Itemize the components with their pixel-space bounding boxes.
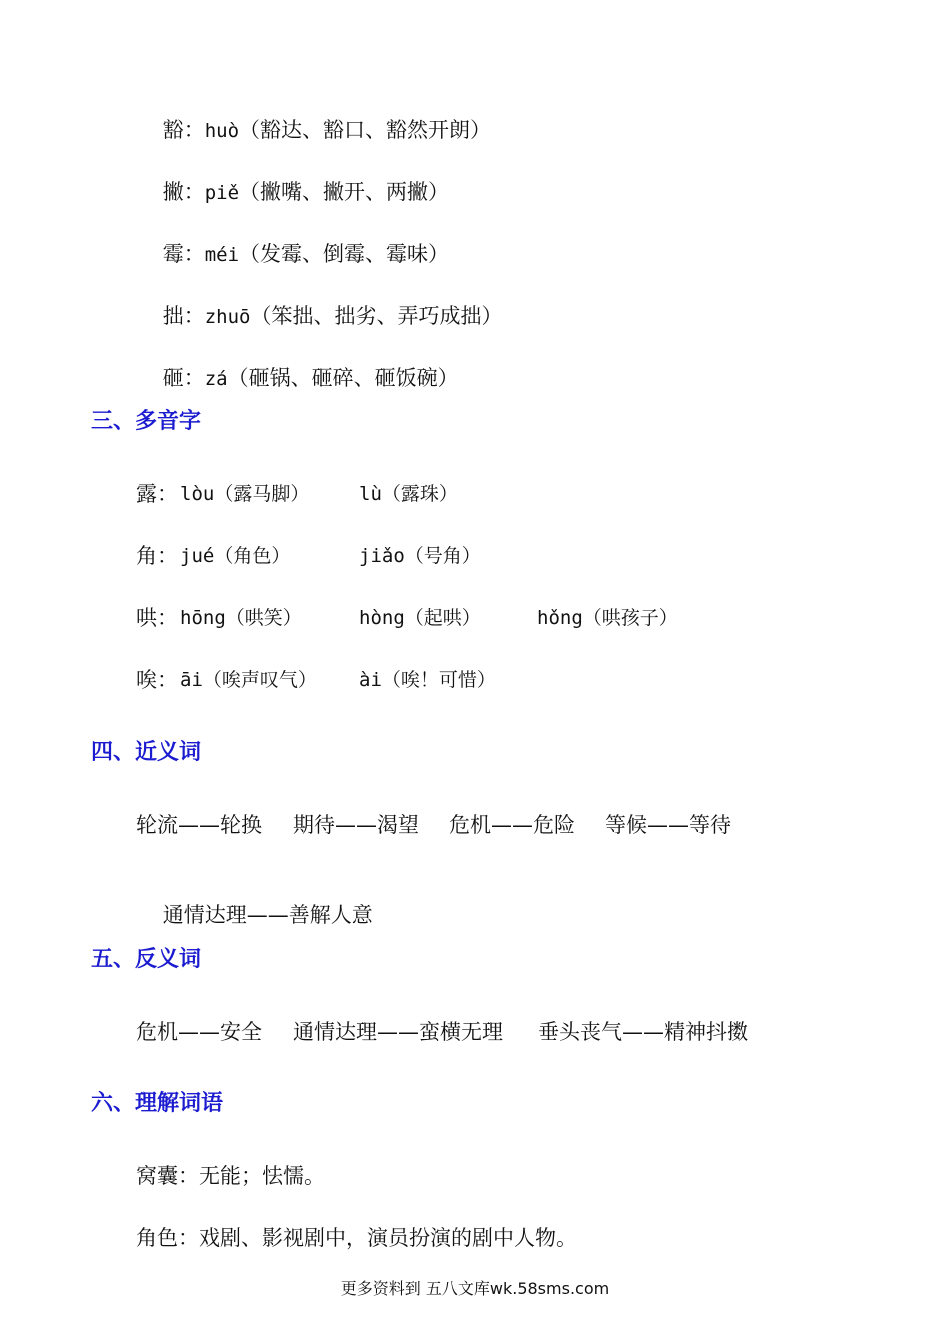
colon: ： [183,180,205,204]
definition-item: 窝囊：无能；怯懦。 [136,1164,325,1188]
antonym-pair: 通情达理——蛮横无理 [293,1020,503,1044]
pronunciation-words: （豁达、豁口、豁然开朗） [239,118,492,142]
polyphonic-reading: lù（露珠） [359,483,458,505]
pronunciation-pinyin: huò [204,120,240,142]
footer-watermark: 更多资料到 五八文库wk.58sms.com [340,1279,610,1298]
synonym-pair: 通情达理——善解人意 [162,903,373,927]
polyphonic-char: 露： [136,482,178,506]
polyphonic-char: 角： [136,544,178,568]
polyphonic-reading: hǒng（哄孩子） [537,607,678,629]
polyphonic-char: 唉： [136,668,178,692]
pronunciation-char: 撇 [162,180,184,204]
polyphonic-reading: āi（唉声叹气） [180,669,317,691]
polyphonic-reading: jué（角色） [180,545,291,567]
pronunciation-pinyin: piě [204,182,240,204]
colon: ： [183,304,205,328]
colon: ： [183,242,205,266]
section-heading-polyphonic: 三、多音字 [91,409,202,434]
pronunciation-char: 砸 [162,366,184,390]
pronunciation-words: （撇嘴、撇开、两撇） [239,180,450,204]
colon: ： [183,118,205,142]
pronunciation-words: （发霉、倒霉、霉味） [239,242,450,266]
polyphonic-reading: ài（唉！可惜） [359,669,496,691]
pronunciation-pinyin: zhuō [204,306,251,328]
synonym-pair: 轮流——轮换 [136,813,262,837]
polyphonic-reading: hòng（起哄） [359,607,481,629]
pronunciation-words: （笨拙、拙劣、弄巧成拙） [250,304,503,328]
section-heading-antonyms: 五、反义词 [91,947,202,972]
synonym-pair: 等候——等待 [605,813,731,837]
definition-item: 角色：戏剧、影视剧中，演员扮演的剧中人物。 [136,1226,577,1250]
polyphonic-reading: jiǎo（号角） [359,545,481,567]
pronunciation-words: （砸锅、砸碎、砸饭碗） [227,366,459,390]
synonym-pair: 危机——危险 [449,813,575,837]
synonym-pair: 期待——渴望 [293,813,419,837]
pronunciation-pinyin: zá [204,368,228,390]
pronunciation-char: 拙 [162,304,184,328]
polyphonic-reading: lòu（露马脚） [180,483,310,505]
section-heading-understanding: 六、理解词语 [91,1091,224,1116]
antonym-pair: 危机——安全 [136,1020,262,1044]
section-heading-synonyms: 四、近义词 [91,740,202,765]
polyphonic-reading: hōng（哄笑） [180,607,302,629]
pronunciation-char: 豁 [162,118,184,142]
pronunciation-pinyin: méi [204,244,240,266]
colon: ： [183,366,205,390]
polyphonic-char: 哄： [136,606,178,630]
antonym-pair: 垂头丧气——精神抖擞 [538,1020,748,1044]
pronunciation-char: 霉 [162,242,184,266]
